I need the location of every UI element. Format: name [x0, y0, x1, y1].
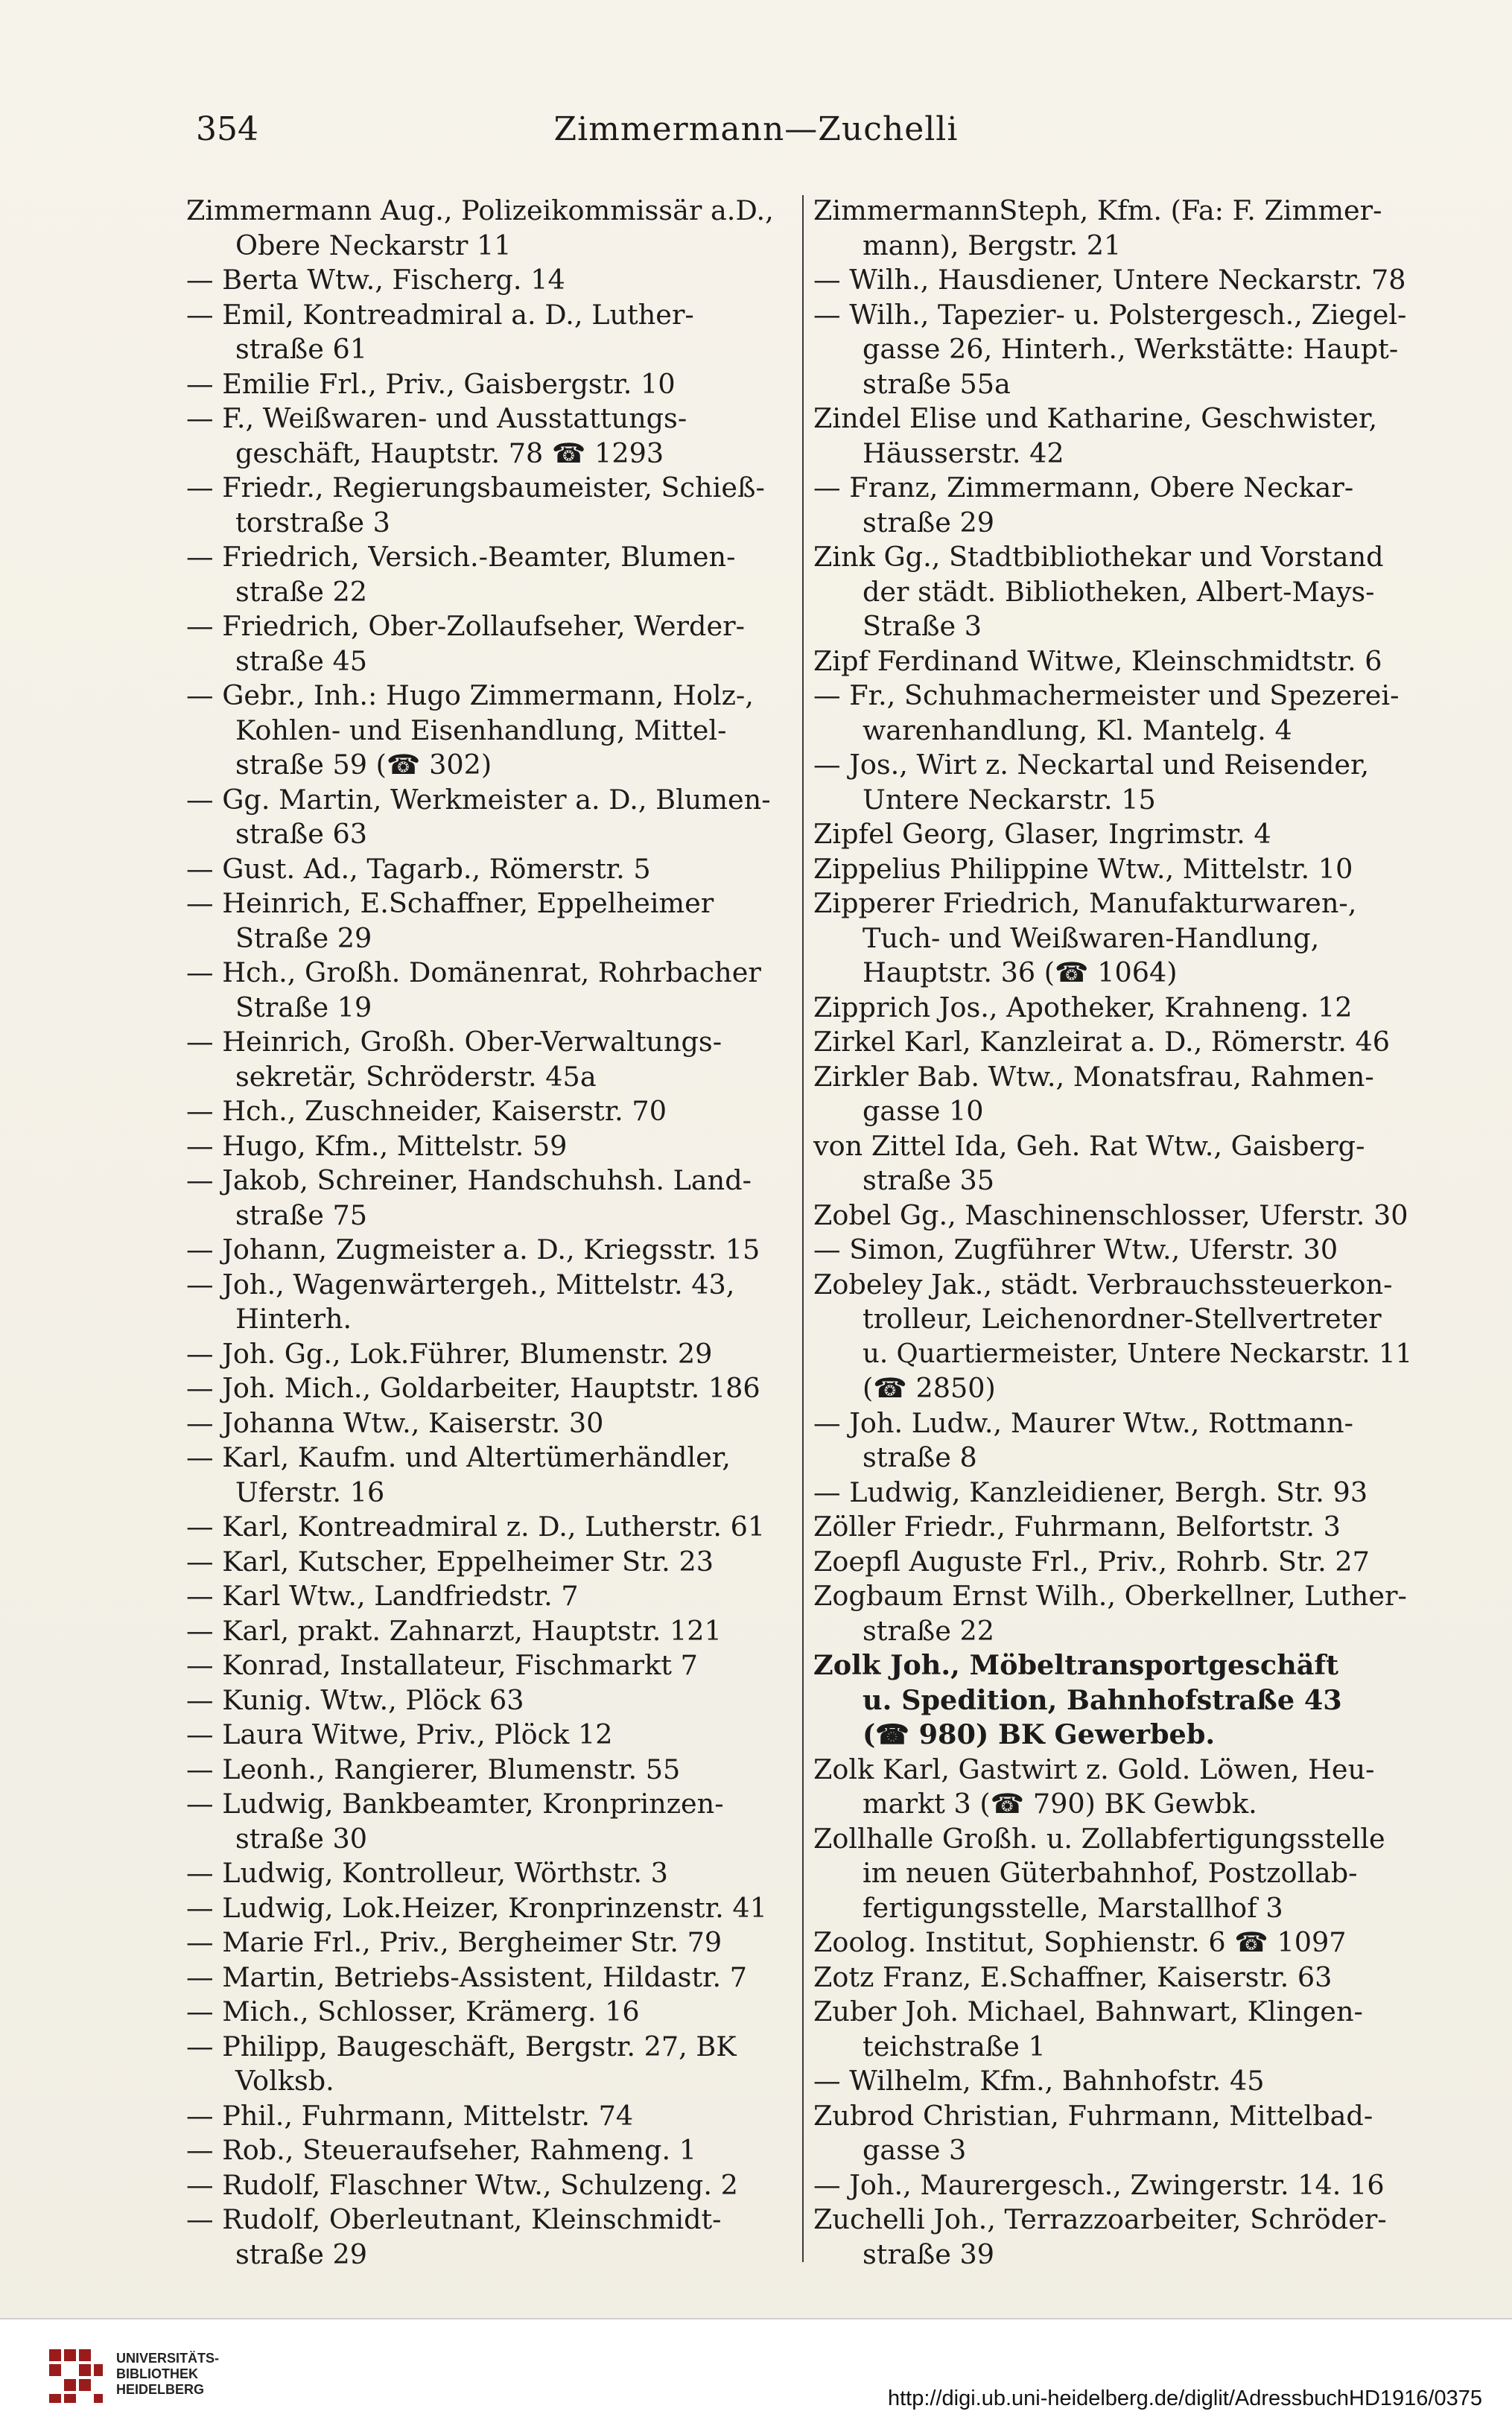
entry-line: — Friedr., Regierungsbaumeister, Schieß-: [186, 471, 765, 504]
directory-entry: [186, 1995, 791, 2030]
entry-line: — Gg. Martin, Werkmeister a. D., Blumen-: [186, 783, 771, 816]
directory-entry: [186, 2030, 791, 2099]
entry-continuation-line: teichstraße 1: [863, 2030, 1046, 2062]
directory-entry: [186, 263, 791, 298]
directory-entry: [186, 1614, 791, 1649]
entry-line: — Berta Wtw., Fischerg. 14: [186, 264, 565, 296]
entry-line: — Wilhelm, Kfm., Bahnhofstr. 45: [813, 2065, 1265, 2097]
directory-entry: [186, 1163, 791, 1233]
entry-line: — Ludwig, Bankbeamter, Kronprinzen-: [186, 1788, 724, 1820]
entry-continuation-line: straße 30: [235, 1822, 368, 1855]
entry-line: — Wilh., Tapezier- u. Polstergesch., Ziegel-: [813, 298, 1407, 331]
directory-entry: [186, 1925, 791, 1960]
directory-entry: [186, 1268, 791, 1337]
entry-continuation-line: gasse 26, Hinterh., Werkstätte: Haupt-: [863, 333, 1399, 365]
entry-line: — Karl, Kutscher, Eppelheimer Str. 23: [186, 1545, 714, 1578]
directory-entry: [186, 2203, 791, 2272]
entry-line: — Hch., Großh. Domänenrat, Rohrbacher: [186, 956, 761, 988]
entry-line: — Emilie Frl., Priv., Gaisbergstr. 10: [186, 367, 676, 400]
entry-line: Zirkler Bab. Wtw., Monatsfrau, Rahmen-: [813, 1060, 1374, 1093]
entry-continuation-line: gasse 10: [863, 1095, 984, 1127]
directory-entry: [813, 2064, 1418, 2099]
entry-continuation-line: im neuen Güterbahnhof, Postzollab-: [863, 1857, 1358, 1889]
entry-continuation-line: torstraße 3: [235, 506, 390, 539]
directory-entry: [186, 1094, 791, 1129]
entry-line: — Franz, Zimmermann, Obere Neckar-: [813, 471, 1354, 504]
entry-line: — Martin, Betriebs-Assistent, Hildastr. 7: [186, 1960, 748, 1993]
entry-line: — Friedrich, Ober-Zollaufseher, Werder-: [186, 610, 745, 642]
entry-continuation-line: straße 39: [863, 2238, 995, 2270]
entry-line: — Ludwig, Lok.Heizer, Kronprinzenstr. 41: [186, 1891, 767, 1924]
library-name-line: BIBLIOTHEK: [116, 2366, 198, 2381]
entry-continuation-line: Hinterh.: [235, 1303, 352, 1335]
directory-entry: [813, 991, 1418, 1026]
directory-entry: [186, 852, 791, 887]
entry-continuation-line: der städt. Bibliotheken, Albert-Mays-: [863, 575, 1375, 608]
directory-entry: [813, 1268, 1418, 1406]
entry-line: — Mich., Schlosser, Krämerg. 16: [186, 1995, 640, 2027]
directory-column-right: [813, 194, 1418, 2272]
entry-line: — Wilh., Hausdiener, Untere Neckarstr. 78: [813, 264, 1406, 296]
footer-bar: [0, 2318, 1512, 2423]
entry-line: — Laura Witwe, Priv., Plöck 12: [186, 1718, 613, 1750]
directory-entry: [813, 471, 1418, 540]
entry-continuation-line: Kohlen- und Eisenhandlung, Mittel-: [235, 714, 727, 746]
directory-entry: [186, 367, 791, 402]
directory-entry: [813, 401, 1418, 471]
directory-column-left: [186, 194, 791, 2272]
entry-line: Zobeley Jak., städt. Verbrauchssteuerkon-: [813, 1268, 1393, 1301]
entry-continuation-line: straße 22: [863, 1614, 995, 1647]
entry-continuation-line: markt 3 (☎ 790) BK Gewbk.: [863, 1788, 1257, 1820]
entry-line: — Jos., Wirt z. Neckartal und Reisender,: [813, 749, 1370, 781]
entry-continuation-line: straße 55a: [863, 367, 1011, 400]
source-url-link[interactable]: http://digi.ub.uni-heidelberg.de/diglit/AdressbuchHD1916/0375: [887, 2387, 1482, 2410]
entry-line: — Gust. Ad., Tagarb., Römerstr. 5: [186, 852, 651, 885]
entry-line: Zoolog. Institut, Sophienstr. 6 ☎ 1097: [813, 1926, 1347, 1958]
entry-line: — Emil, Kontreadmiral a. D., Luther-: [186, 298, 694, 331]
directory-entry: [186, 1441, 791, 1510]
entry-line: — Rudolf, Oberleutnant, Kleinschmidt-: [186, 2203, 722, 2235]
directory-entry: [186, 401, 791, 471]
entry-line: Zipf Ferdinand Witwe, Kleinschmidtstr. 6: [813, 644, 1382, 677]
directory-entry: [813, 194, 1418, 263]
directory-entry: [186, 540, 791, 609]
entry-line: — Marie Frl., Priv., Bergheimer Str. 79: [186, 1926, 722, 1958]
entry-continuation-line: straße 29: [863, 506, 995, 539]
entry-continuation-line: mann), Bergstr. 21: [863, 229, 1122, 261]
directory-entry: [813, 852, 1418, 887]
directory-entry: [813, 1406, 1418, 1476]
entry-continuation-line: Straße 29: [235, 921, 372, 954]
directory-entry: [186, 471, 791, 540]
entry-continuation-line: Straße 3: [863, 610, 982, 642]
directory-entry: [813, 1233, 1418, 1268]
directory-entry: [186, 1648, 791, 1683]
directory-entry: [186, 956, 791, 1025]
entry-continuation-line: gasse 3: [863, 2134, 967, 2166]
footer-divider: [0, 2318, 1512, 2319]
directory-entry: [813, 1822, 1418, 1926]
entry-continuation-line: straße 59 (☎ 302): [235, 749, 492, 781]
entry-line: Zuber Joh. Michael, Bahnwart, Klingen-: [813, 1995, 1363, 2027]
entry-line: — Heinrich, Großh. Ober-Verwaltungs-: [186, 1026, 722, 1058]
entry-continuation-line: sekretär, Schröderstr. 45a: [235, 1060, 597, 1093]
page-number: 354: [196, 110, 258, 148]
directory-entry: [813, 2168, 1418, 2203]
entry-line: Zuchelli Joh., Terrazzoarbeiter, Schröder-: [813, 2203, 1387, 2235]
directory-entry: [813, 1579, 1418, 1648]
directory-entry: [186, 194, 791, 263]
entry-continuation-line: straße 45: [235, 644, 368, 677]
directory-entry: [186, 1025, 791, 1094]
entry-line: ZimmermannSteph, Kfm. (Fa: F. Zimmer-: [813, 194, 1382, 226]
entry-line: — Ludwig, Kontrolleur, Wörthstr. 3: [186, 1857, 668, 1889]
entry-line: von Zittel Ida, Geh. Rat Wtw., Gaisberg-: [813, 1129, 1365, 1162]
entry-line: — Joh. Ludw., Maurer Wtw., Rottmann-: [813, 1406, 1353, 1439]
entry-line: — Ludwig, Kanzleidiener, Bergh. Str. 93: [813, 1476, 1368, 1508]
directory-entry: [813, 1510, 1418, 1545]
directory-entry: [186, 783, 791, 852]
entry-line: — F., Weißwaren- und Ausstattungs-: [186, 402, 687, 434]
entry-line: — Konrad, Installateur, Fischmarkt 7: [186, 1649, 698, 1681]
entry-line: Zirkel Karl, Kanzleirat a. D., Römerstr. 46: [813, 1026, 1391, 1058]
entry-line: Zipfel Georg, Glaser, Ingrimstr. 4: [813, 818, 1271, 850]
entry-line: — Rob., Steueraufseher, Rahmeng. 1: [186, 2134, 696, 2166]
entry-continuation-line: geschäft, Hauptstr. 78 ☎ 1293: [235, 436, 664, 469]
entry-continuation-line: fertigungsstelle, Marstallhof 3: [863, 1891, 1283, 1924]
directory-entry: [813, 1648, 1418, 1753]
directory-entry: [186, 1683, 791, 1718]
entry-line: — Joh., Maurergesch., Zwingerstr. 14. 16: [813, 2168, 1385, 2201]
entry-continuation-line: u. Quartiermeister, Untere Neckarstr. 11: [863, 1338, 1413, 1369]
directory-entry: [186, 1753, 791, 1788]
library-name-line: UNIVERSITÄTS-: [116, 2351, 220, 2366]
entry-line: Zotz Franz, E.Schaffner, Kaiserstr. 63: [813, 1960, 1332, 1993]
entry-line: — Johann, Zugmeister a. D., Kriegsstr. 15: [186, 1233, 760, 1266]
entry-continuation-line: u. Spedition, Bahnhofstraße 43: [863, 1683, 1342, 1716]
entry-line: — Kunig. Wtw., Plöck 63: [186, 1683, 524, 1716]
entry-continuation-line: straße 22: [235, 575, 368, 608]
entry-continuation-line: Tuch- und Weißwaren-Handlung,: [863, 921, 1320, 954]
entry-line: Zöller Friedr., Fuhrmann, Belfortstr. 3: [813, 1511, 1341, 1543]
entry-line: Zindel Elise und Katharine, Geschwister,: [813, 402, 1378, 434]
directory-entry: [186, 679, 791, 783]
entry-line: — Gebr., Inh.: Hugo Zimmermann, Holz-,: [186, 679, 754, 711]
entry-continuation-line: (☎ 980) BK Gewerbeb.: [863, 1718, 1216, 1750]
entry-line: — Hugo, Kfm., Mittelstr. 59: [186, 1129, 568, 1162]
entry-continuation-line: straße 29: [235, 2238, 368, 2270]
entry-line: — Hch., Zuschneider, Kaiserstr. 70: [186, 1095, 667, 1127]
entry-line: — Friedrich, Versich.-Beamter, Blumen-: [186, 541, 736, 573]
entry-line: — Karl, Kontreadmiral z. D., Lutherstr. 61: [186, 1511, 766, 1543]
directory-entry: [186, 1718, 791, 1753]
directory-entry: [813, 1545, 1418, 1580]
directory-entry: [813, 679, 1418, 748]
entry-line: Zipperer Friedrich, Manufakturwaren-,: [813, 887, 1357, 919]
entry-continuation-line: Obere Neckarstr 11: [235, 229, 512, 261]
entry-line: Zolk Joh., Möbeltransportgeschäft: [813, 1649, 1339, 1681]
directory-entry: [186, 1129, 791, 1164]
directory-entry: [813, 817, 1418, 852]
entry-continuation-line: Häusserstr. 42: [863, 436, 1064, 469]
entry-line: Zollhalle Großh. u. Zollabfertigungsstelle: [813, 1822, 1385, 1855]
entry-continuation-line: straße 61: [235, 333, 368, 365]
entry-continuation-line: Untere Neckarstr. 15: [863, 783, 1156, 816]
entry-line: — Joh. Gg., Lok.Führer, Blumenstr. 29: [186, 1337, 713, 1370]
library-name: [116, 2351, 219, 2398]
directory-entry: [186, 886, 791, 956]
directory-entry: [186, 298, 791, 367]
directory-entry: [813, 1129, 1418, 1198]
entry-line: — Rudolf, Flaschner Wtw., Schulzeng. 2: [186, 2168, 738, 2201]
directory-entry: [813, 1060, 1418, 1129]
directory-entry: [813, 1025, 1418, 1060]
entry-line: Zobel Gg., Maschinenschlosser, Uferstr. 30: [813, 1198, 1408, 1231]
entry-line: — Phil., Fuhrmann, Mittelstr. 74: [186, 2099, 634, 2132]
entry-continuation-line: straße 35: [863, 1164, 995, 1196]
entry-line: — Heinrich, E.Schaffner, Eppelheimer: [186, 887, 714, 919]
directory-entry: [186, 1233, 791, 1268]
directory-entry: [813, 1995, 1418, 2064]
entry-line: Zoepfl Auguste Frl., Priv., Rohrb. Str. 27: [813, 1545, 1370, 1578]
entry-continuation-line: straße 75: [235, 1198, 368, 1231]
entry-continuation-line: straße 8: [863, 1441, 977, 1473]
entry-line: Zubrod Christian, Fuhrmann, Mittelbad-: [813, 2099, 1373, 2132]
directory-entry: [186, 1337, 791, 1372]
directory-entry: [813, 748, 1418, 817]
entry-line: Zink Gg., Stadtbibliothekar und Vorstand: [813, 541, 1384, 573]
directory-entry: [186, 1406, 791, 1441]
entry-line: — Karl, Kaufm. und Altertümerhändler,: [186, 1441, 731, 1473]
column-divider: [802, 195, 804, 2262]
directory-entry: [813, 1925, 1418, 1960]
entry-continuation-line: Uferstr. 16: [235, 1476, 385, 1508]
entry-line: Zippelius Philippine Wtw., Mittelstr. 10: [813, 852, 1353, 885]
directory-entry: [186, 1787, 791, 1856]
directory-entry: [186, 1856, 791, 1891]
directory-entry: [813, 1198, 1418, 1233]
directory-entry: [186, 1960, 791, 1995]
directory-entry: [813, 2099, 1418, 2168]
entry-line: — Leonh., Rangierer, Blumenstr. 55: [186, 1753, 681, 1785]
entry-continuation-line: Volksb.: [235, 2065, 334, 2097]
entry-line: — Philipp, Baugeschäft, Bergstr. 27, BK: [186, 2030, 737, 2062]
directory-entry: [813, 263, 1418, 298]
directory-entry: [186, 1371, 791, 1406]
directory-entry: [813, 298, 1418, 402]
entry-line: — Karl, prakt. Zahnarzt, Hauptstr. 121: [186, 1614, 722, 1647]
directory-entry: [186, 609, 791, 679]
running-head: Zimmermann—Zuchelli: [553, 110, 959, 148]
directory-entry: [813, 1753, 1418, 1822]
entry-line: Zogbaum Ernst Wilh., Oberkellner, Luther-: [813, 1580, 1407, 1612]
directory-entry: [186, 2133, 791, 2168]
directory-entry: [813, 886, 1418, 991]
directory-entry: [813, 540, 1418, 644]
entry-continuation-line: Hauptstr. 36 (☎ 1064): [863, 956, 1178, 988]
entry-continuation-line: Straße 19: [235, 991, 372, 1023]
directory-entry: [813, 1476, 1418, 1511]
entry-line: Zimmermann Aug., Polizeikommissär a.D.,: [186, 194, 774, 226]
entry-line: — Joh., Wagenwärtergeh., Mittelstr. 43,: [186, 1268, 735, 1301]
directory-entry: [813, 2203, 1418, 2272]
directory-entry: [186, 2099, 791, 2134]
entry-line: — Joh. Mich., Goldarbeiter, Hauptstr. 186: [186, 1372, 760, 1404]
directory-entry: [813, 644, 1418, 679]
entry-line: — Fr., Schuhmachermeister und Spezerei-: [813, 679, 1400, 711]
entry-line: Zolk Karl, Gastwirt z. Gold. Löwen, Heu-: [813, 1753, 1375, 1785]
entry-line: — Johanna Wtw., Kaiserstr. 30: [186, 1406, 604, 1439]
entry-continuation-line: straße 63: [235, 818, 368, 850]
directory-entry: [186, 1891, 791, 1926]
entry-line: — Jakob, Schreiner, Handschuhsh. Land-: [186, 1164, 752, 1196]
entry-line: Zipprich Jos., Apotheker, Krahneng. 12: [813, 991, 1353, 1023]
directory-entry: [186, 1545, 791, 1580]
entry-continuation-line: warenhandlung, Kl. Mantelg. 4: [863, 714, 1292, 746]
entry-continuation-line: trolleur, Leichenordner-Stellvertreter: [863, 1303, 1382, 1335]
library-name-line: HEIDELBERG: [116, 2382, 205, 2397]
directory-entry: [813, 1960, 1418, 1995]
directory-entry: [186, 2168, 791, 2203]
entry-line: — Karl Wtw., Landfriedstr. 7: [186, 1580, 579, 1612]
directory-entry: [186, 1579, 791, 1614]
entry-line: — Simon, Zugführer Wtw., Uferstr. 30: [813, 1233, 1338, 1266]
entry-continuation-line: (☎ 2850): [863, 1372, 996, 1404]
university-library-logo-icon: [46, 2346, 106, 2406]
directory-entry: [186, 1510, 791, 1545]
